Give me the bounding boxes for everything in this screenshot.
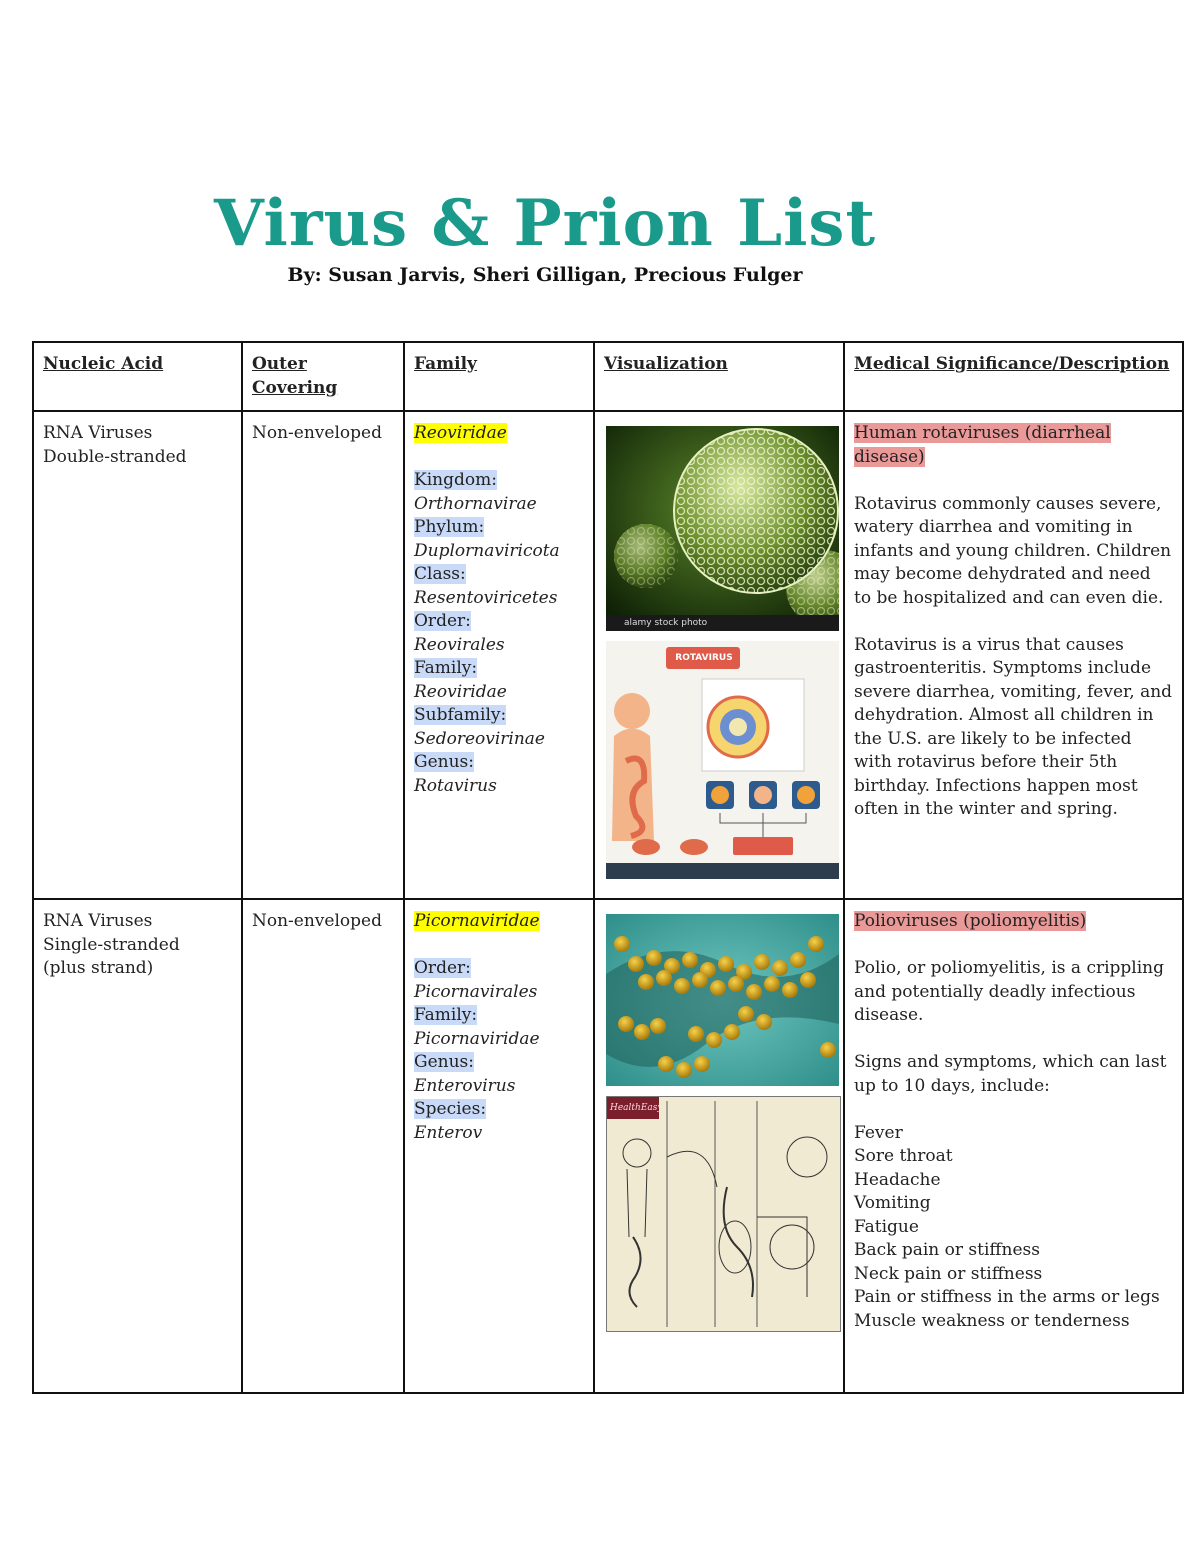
table-row (33, 899, 1183, 1393)
header-row (33, 342, 1183, 411)
virus-particle (764, 976, 780, 992)
symptom-list (854, 1122, 1173, 1334)
description-paragraph: Rotavirus commonly causes severe, watery diarrhea and vomiting in infants and young children. Children may become dehydrated and need to be hospitalized and can even die. (854, 493, 1172, 608)
taxonomy-rank: Order: (414, 611, 471, 631)
virus-particle (746, 984, 762, 1000)
taxonomy-rank: Order: (414, 958, 471, 978)
taxonomy-name: Reovirales (414, 634, 505, 655)
family-cell (404, 411, 594, 899)
list-item: Headache (854, 1169, 941, 1190)
medical-significance-cell (844, 899, 1183, 1393)
description-paragraph: Rotavirus is a virus that causes gastroenteritis. Symptoms include severe diarrhea, vomiting, fever, and dehydration. Almost all children in the U.S. are likely to be infected with rotavirus before their 5th birthday. Infections happen most often in the winter and spring. (854, 634, 1173, 819)
virus-particle (738, 1006, 754, 1022)
virus-particle (756, 1014, 772, 1030)
virus-particle (710, 980, 726, 996)
nucleic-strand: Double-stranded (43, 446, 187, 467)
nucleic-strand: Single-stranded (43, 934, 180, 955)
taxonomy-list (414, 469, 584, 798)
list-item: Vomiting (854, 1193, 931, 1213)
outer-covering-cell: Non-enveloped (242, 899, 404, 1393)
virus-particle (634, 1024, 650, 1040)
virus-table (32, 341, 1184, 1394)
taxonomy-name: Orthornavirae (414, 493, 537, 514)
taxonomy-rank: Family: (414, 658, 478, 678)
polio-pathway-diagram-image (606, 1096, 841, 1332)
taxonomy-name: Reoviridae (414, 681, 507, 702)
taxonomy-rank: Family: (414, 1005, 478, 1025)
medical-significance-cell (844, 411, 1183, 899)
header-medical-significance: Medical Significance/Description (844, 342, 1183, 411)
virus-particle (676, 1062, 692, 1078)
nucleic-acid-cell (33, 899, 242, 1393)
rotavirus-3d-image (606, 426, 839, 631)
nucleic-acid-cell (33, 411, 242, 899)
header-nucleic-acid: Nucleic Acid (33, 342, 242, 411)
header-outer-covering: Outer Covering (242, 342, 404, 411)
virus-particle (618, 1016, 634, 1032)
virus-particle (674, 978, 690, 994)
virus-particle (646, 950, 662, 966)
description-paragraph: Signs and symptoms, which can last up to 10 days, include: (854, 1052, 1167, 1096)
virus-particle (688, 1026, 704, 1042)
taxonomy-rank: Phylum: (414, 517, 485, 537)
taxonomy-name: Sedoreovirinae (414, 728, 545, 749)
stock-photo-caption: alamy stock photo (606, 615, 839, 631)
virus-particle (820, 1042, 836, 1058)
virus-particle (724, 1024, 740, 1040)
family-name: Picornaviridae (414, 911, 540, 931)
virus-particle (706, 1032, 722, 1048)
taxonomy-rank: Species: (414, 1099, 487, 1119)
taxonomy-name: Enterov (414, 1122, 483, 1143)
visualization-cell (594, 411, 844, 899)
taxonomy-name: Rotavirus (414, 775, 497, 796)
disease-name: Polioviruses (poliomyelitis) (854, 911, 1087, 931)
poliovirus-micrograph-image (606, 914, 839, 1086)
virus-particle (628, 956, 644, 972)
taxonomy-rank: Genus: (414, 1052, 474, 1072)
virus-particle (694, 1056, 710, 1072)
virus-particle (718, 956, 734, 972)
infographic-title: ROTAVIRUS (675, 653, 733, 663)
family-cell (404, 899, 594, 1393)
virus-particle (782, 982, 798, 998)
diagram-logo: HealthEasy (610, 1103, 663, 1113)
list-item: Sore throat (854, 1146, 953, 1166)
header-family: Family (404, 342, 594, 411)
nucleic-type: RNA Viruses (43, 911, 153, 931)
header-visualization: Visualization (594, 342, 844, 411)
table-row (33, 411, 1183, 899)
author-byline: By: Susan Jarvis, Sheri Gilligan, Precious Fulger (287, 264, 803, 286)
description-paragraph: Polio, or poliomyelitis, is a crippling and potentially deadly infectious disease. (854, 958, 1165, 1025)
virus-particle (656, 970, 672, 986)
virus-particle (754, 954, 770, 970)
virus-particle (772, 960, 788, 976)
taxonomy-rank: Genus: (414, 752, 474, 772)
list-item: Muscle weakness or tenderness (854, 1310, 1130, 1331)
taxonomy-rank: Kingdom: (414, 470, 497, 490)
taxonomy-list (414, 957, 584, 1145)
virus-particle (682, 952, 698, 968)
taxonomy-name: Duplornaviricota (414, 540, 560, 561)
virus-particle (790, 952, 806, 968)
page-title: Virus & Prion List (213, 186, 877, 261)
taxonomy-name: Enterovirus (414, 1075, 516, 1096)
taxonomy-rank: Class: (414, 564, 466, 584)
taxonomy-name: Picornaviridae (414, 1028, 540, 1049)
rotavirus-infographic-image (606, 641, 839, 879)
list-item: Fever (854, 1122, 903, 1143)
nucleic-sense: (plus strand) (43, 958, 154, 978)
virus-particle (658, 1056, 674, 1072)
disease-name: Human rotaviruses (diarrheal disease) (854, 423, 1111, 467)
list-item: Back pain or stiffness (854, 1240, 1040, 1260)
family-name: Reoviridae (414, 423, 507, 443)
virus-particle (692, 972, 708, 988)
nucleic-type: RNA Viruses (43, 423, 153, 443)
virus-particle (728, 976, 744, 992)
visualization-cell (594, 899, 844, 1393)
outer-covering-cell: Non-enveloped (242, 411, 404, 899)
taxonomy-name: Picornavirales (414, 981, 538, 1002)
taxonomy-name: Resentoviricetes (414, 587, 558, 608)
virus-particle (614, 936, 630, 952)
virus-particle (800, 972, 816, 988)
virus-particle (650, 1018, 666, 1034)
virus-particle (808, 936, 824, 952)
virus-particle (638, 974, 654, 990)
list-item: Fatigue (854, 1216, 919, 1237)
list-item: Pain or stiffness in the arms or legs (854, 1287, 1160, 1307)
list-item: Neck pain or stiffness (854, 1263, 1043, 1284)
taxonomy-rank: Subfamily: (414, 705, 507, 725)
